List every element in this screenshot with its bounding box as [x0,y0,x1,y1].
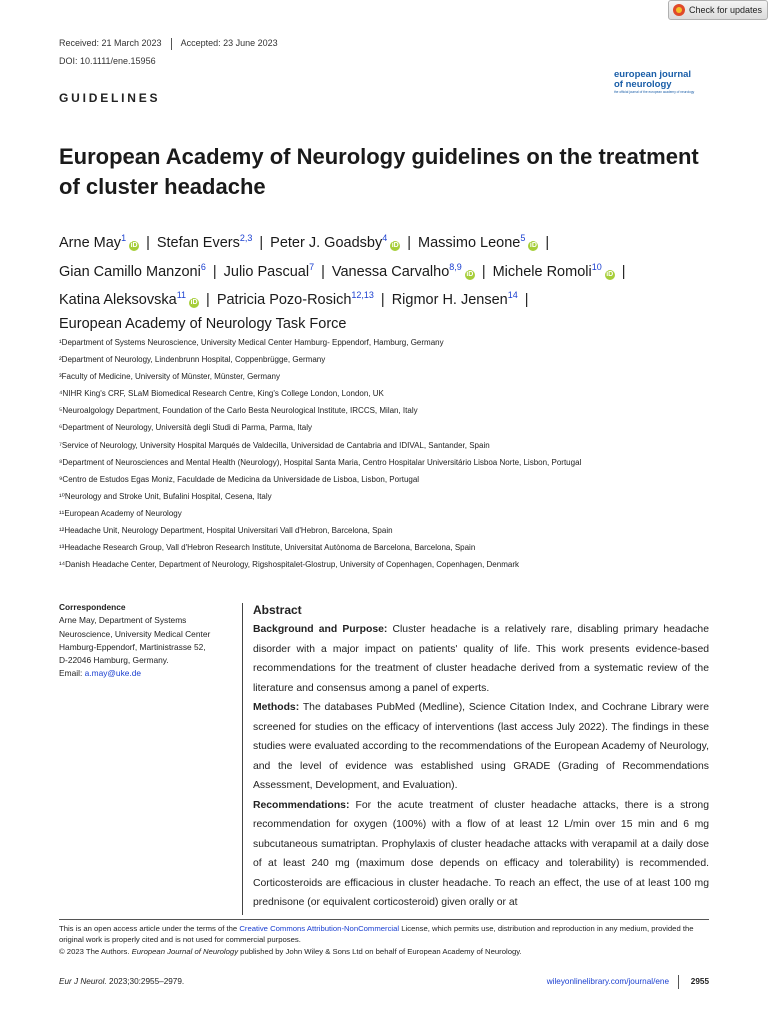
license-text [59,923,719,946]
author-separator: | [524,292,529,308]
author-affiliation-ref[interactable]: 14 [507,290,518,300]
copyright-line [59,946,719,957]
author-separator: | [146,235,150,251]
author-affiliation-ref[interactable]: 4 [382,233,388,243]
author-name: Rigmor H. Jensen [391,292,508,308]
affiliation-item: ⁵Neuroalgology Department, Foundation of the Carlo Besta Neurological Institute, IRCCS, Milan, Italy [59,406,418,416]
author [59,292,199,308]
author [157,235,253,251]
correspondence-email-row [59,667,229,680]
author-name: Vanessa Carvalho [331,263,450,280]
affiliation-item: ³Faculty of Medicine, University of Münster, Münster, Germany [59,372,280,382]
abstract [253,601,709,913]
author-separator: | [321,263,325,280]
author-separator: | [259,235,264,251]
author [418,235,538,251]
correspondence-line: Neuroscience, University Medical Center [59,628,211,639]
correspondence-line: Hamburg-Eppendorf, Martinistrasse 52, [59,641,206,652]
abstract-heading: Abstract [253,603,302,617]
author-affiliation-ref[interactable]: 10 [591,261,602,272]
abstract-section-text: For the acute treatment of cluster headache attacks, there is a strong recommendation for oxygen (100%) with a flow of at least 12 L/min over 15 min and 6 mg subcutaneous sumatriptan. Prophylaxis of cluster headache attacks with verapamil at a daily dose of at least 240 mg (maximum dose depends on efficacy and tolerability) is recommended. Corticosteroids are efficacious in cluster headache. To reach an effect, the use of at least 100 mg prednisone (or equivalent corticosteroid) given orally or at [253,799,709,908]
affiliation-item: ⁷Service of Neurology, University Hospital Marqués de Valdecilla, Universidad de Cantabria and IDIVAL, Santander, Spain [59,440,490,450]
author [270,235,400,251]
affiliation-item: ¹¹European Academy of Neurology [59,508,182,518]
author-affiliation-ref[interactable]: 8,9 [449,261,462,272]
author-name: European Academy of Neurology Task Force [59,315,347,332]
affiliation-item: ¹³Headache Research Group, Vall d'Hebron Research Institute, Universitat Autònoma de Barcelona, Barcelona, Spain [59,543,476,553]
author-name: Stefan Evers [156,235,240,251]
footer-divider [59,919,709,920]
author-name: Massimo Leone [418,235,521,251]
author-affiliation-ref[interactable]: 7 [309,261,315,272]
journal-logo [614,70,694,95]
author-separator: | [481,263,486,280]
copyright-text: © 2023 The Authors. [59,946,132,956]
author-name: Katina Aleksovska [59,292,177,308]
doi: DOI: 10.1111/ene.15956 [59,56,156,66]
journal-abbrev: Eur J Neurol. [59,977,107,986]
license-notice [59,923,719,957]
orcid-icon[interactable]: iD [130,242,138,249]
author [331,261,475,280]
abstract-background [253,620,709,698]
correspondence-line: Arne May, Department of Systems [59,615,187,626]
author-separator: | [380,292,385,308]
journal-logo-line2: of neurology [614,79,672,90]
license-text-part: License, which permits use, distribution and reproduction in any medium, provided the original work is properly cited and is not used for commercial purposes. [59,924,694,945]
check-for-updates-label: Check for updates [689,5,763,15]
author-separator: | [545,235,550,251]
author [59,261,206,280]
journal-logo-tagline: the official journal of the european academy of neurology [614,90,695,94]
affiliation-item: ¹⁴Danish Headache Center, Department of Neurology, Rigshospitalet-Glostrup, University of Copenhagen, Copenhagen, Denmark [59,560,519,570]
orcid-icon[interactable]: iD [606,270,614,278]
author-list [59,227,729,336]
author-separator: | [621,263,626,280]
author-name: Peter J. Goadsby [270,235,383,251]
affiliation-item: ⁴NIHR King's CRF, SLaM Biomedical Research Centre, King's College London, London, UK [59,389,384,399]
author-affiliation-ref[interactable]: 2,3 [239,233,253,243]
author [217,292,374,308]
author-name: Arne May [59,235,122,251]
author-affiliation-ref[interactable]: 6 [200,261,206,272]
author-name: Julio Pascual [223,263,310,280]
author-affiliation-ref[interactable]: 11 [176,290,187,300]
author [392,292,518,308]
license-link[interactable]: Creative Commons Attribution-NonCommercial [239,924,400,933]
author-separator: | [212,263,217,280]
affiliation-item: ⁹Centro de Estudos Egas Moniz, Faculdade de Medicina da Universidade de Lisboa, Lisbon, Portugal [59,474,420,484]
license-text-part: This is an open access article under the terms of the [59,924,240,933]
date-separator [171,38,172,50]
author [223,261,315,280]
author-separator: | [206,292,210,308]
orcid-icon[interactable]: iD [190,299,198,306]
page-number-separator [678,975,679,989]
author-separator: | [407,235,411,251]
affiliation-item: ⁶Department of Neurology, Università degli Studi di Parma, Parma, Italy [59,423,313,433]
author-affiliation-ref[interactable]: 5 [520,233,526,243]
copyright-text: published by John Wiley & Sons Ltd on behalf of European Academy of Neurology. [238,946,522,956]
affiliation-list [59,334,719,573]
journal-logo-line1: european journal [614,69,692,80]
abstract-section-text: The databases PubMed (Medline), Science Citation Index, and Cochrane Library were screened for studies on the efficacy of interventions (last access July 2022). The findings in these studies were evaluated according to the recommendations of the European Academy of Neurology, and the level of evidence was established using GRADE (Grading of Recommendations Assessment, Development, and Evaluation). [253,702,709,791]
correspondence-line: D-22046 Hamburg, Germany. [59,655,169,666]
abstract-divider [242,603,243,915]
author [492,261,615,280]
page-number: 2955 [690,977,709,986]
crossmark-icon [673,4,685,16]
copyright-journal: European Journal of Neurology [131,946,239,956]
abstract-methods [253,698,709,796]
affiliation-item: ¹²Headache Unit, Neurology Department, Hospital Universitari Vall d'Hebron, Barcelona, Spain [59,526,393,536]
orcid-icon[interactable]: iD [391,242,399,249]
email-link[interactable]: a.may@uke.de [84,668,142,679]
author-name: Gian Camillo Manzoni [59,263,201,280]
orcid-icon[interactable]: iD [529,242,537,249]
author-affiliation-ref[interactable]: 1 [121,233,127,243]
affiliation-item: ¹⁰Neurology and Stroke Unit, Bufalini Hospital, Cesena, Italy [59,491,272,501]
abstract-section-label: Background and Purpose: [253,624,388,635]
author-affiliation-ref[interactable]: 12,13 [351,290,374,300]
affiliation-item: ¹Department of Systems Neuroscience, University Medical Center Hamburg- Eppendorf, Hamburg, Germany [59,338,444,347]
email-label: Email: [59,668,85,679]
article-dates [59,38,278,50]
abstract-section-label: Methods: [253,702,300,713]
correspondence [59,601,229,681]
author-name: Patricia Pozo-Rosich [216,292,352,308]
citation-range: 2023;30:2955–2979. [106,977,185,986]
received-date: Received: 21 March 2023 [59,38,162,48]
abstract-section-label: Recommendations: [253,799,350,811]
author [59,316,346,332]
abstract-recommendations [253,796,709,913]
orcid-icon[interactable]: iD [466,270,474,278]
affiliation-item: ²Department of Neurology, Lindenbrunn Hospital, Coppenbrügge, Germany [59,355,326,365]
journal-url-link[interactable]: wileyonlinelibrary.com/journal/ene [546,977,669,986]
section-label: GUIDELINES [59,91,161,105]
journal-citation [59,977,184,986]
accepted-date: Accepted: 23 June 2023 [180,38,278,48]
check-for-updates-button[interactable] [668,0,768,20]
author-name: Michele Romoli [492,263,592,280]
author [59,235,139,251]
article-title: European Academy of Neurology guidelines on the treatment of cluster headache [59,144,699,199]
abstract-section-text: Cluster headache is a relatively rare, disabling primary headache disorder with a major impact on patients' quality of life. This work presents evidence-based recommendations for the treatment of cluster headache derived from a systematic review of the literature and consensus among a panel of experts. [253,624,709,694]
correspondence-heading: Correspondence [59,602,126,612]
affiliation-item: ⁸Department of Neurosciences and Mental Health (Neurology), Hospital Santa Maria, Centro Hospitalar Universitário Lisboa Norte, Lisbon, Portugal [59,457,582,467]
